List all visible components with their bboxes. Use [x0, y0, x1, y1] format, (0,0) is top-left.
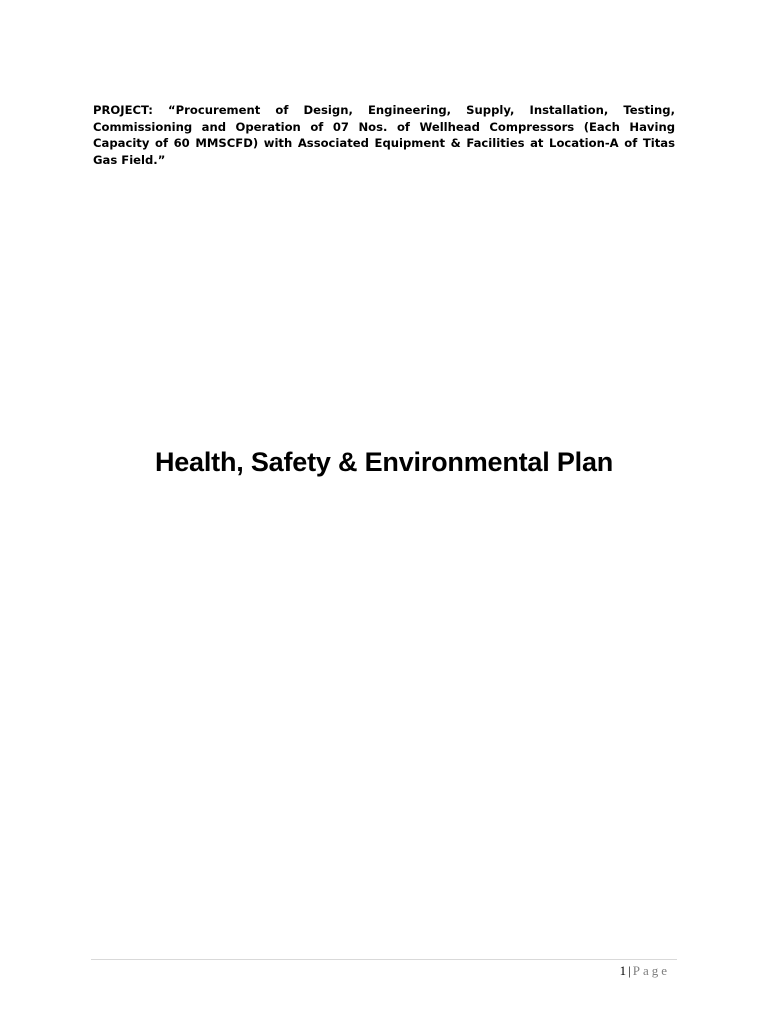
page-separator: |	[628, 963, 631, 978]
page-footer	[620, 962, 670, 980]
page-label: Page	[632, 963, 670, 978]
footer-divider	[91, 959, 677, 960]
project-description: PROJECT: “Procurement of Design, Engineering, Supply, Installation, Testing, Commissioning and Operation of 07 Nos. of Wellhead Compressors (Each Having Capacity of 60 MMSCFD) with Associated Equipment & Facilities at Location-A of Titas Gas Field.”	[93, 103, 675, 167]
page-number: 1	[619, 963, 627, 978]
document-title: Health, Safety & Environmental Plan	[154, 447, 614, 477]
